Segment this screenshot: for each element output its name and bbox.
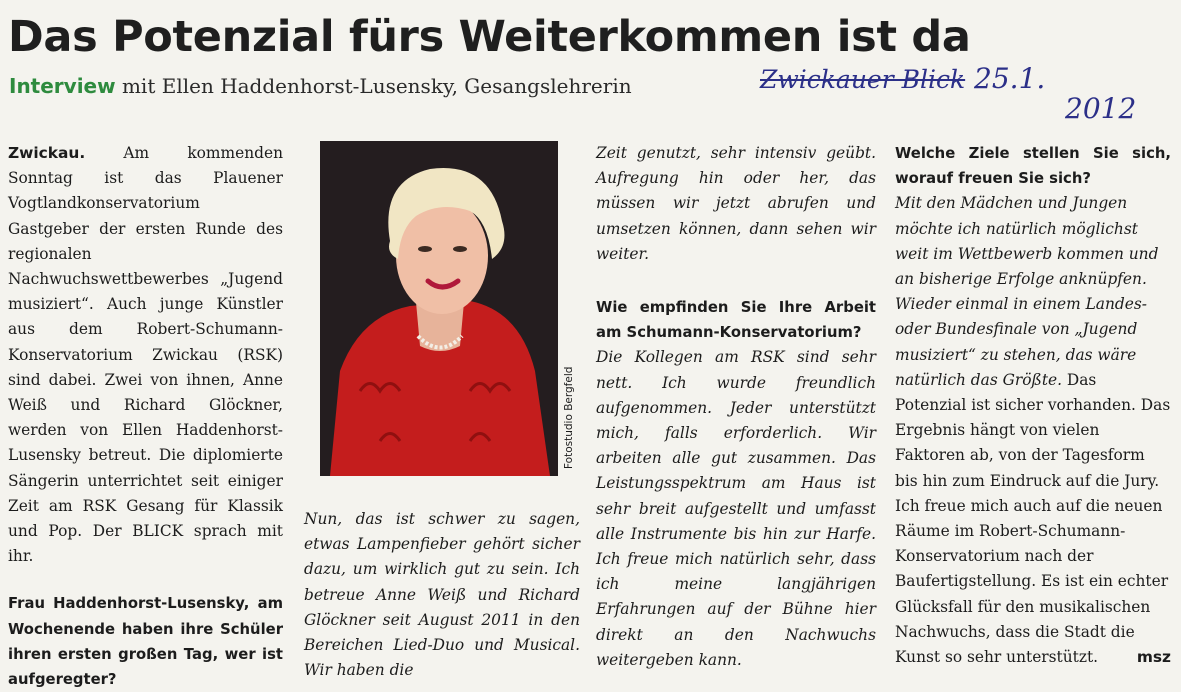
answer-3-continued: Das Potenzial ist sicher vorhanden. Das Ergebnis hängt von vielen Faktoren ab, von der Tagesform bis hin zum Eindruck auf die Jury. Ich freue mich auch auf die neuen Räume im Robert-Schumann-Konservatorium nach der Baufertigstellung. Es ist ein echter Glücksfall für den musikalischen Nachwuchs, dass die Stadt die Kunst so sehr unterstützt.: [895, 370, 1171, 667]
question-1: Frau Haddenhorst-Lusensky, am Wochenende haben ihre Schüler ihren ersten großen Tag, wer ist aufgeregter?: [8, 595, 283, 689]
headline: Das Potenzial fürs Weiterkommen ist da: [8, 12, 971, 62]
article-column-3: [596, 141, 876, 673]
author-byline: msz: [1136, 648, 1171, 667]
article-column-1: [8, 141, 283, 692]
subheadline-text: mit Ellen Haddenhorst-Lusensky, Gesangslehrerin: [115, 74, 632, 98]
portrait-photo: [320, 141, 558, 476]
handwritten-date: 25.1.: [974, 62, 1046, 95]
question-2: Wie empfinden Sie Ihre Arbeit am Schumann-Konservatorium?: [596, 299, 876, 342]
answer-1: Nun, das ist schwer zu sagen, etwas Lampenfieber gehört sicher dazu, um wirklich gut zu sein. Ich betreue Anne Weiß und Richard Glöckner seit August 2011 in den Bereichen Lied-Duo und Musical. Wir haben die: [304, 510, 580, 680]
intro-text: Am kommenden Sonntag ist das Plauener Vogtlandkonservatorium Gastgeber der ersten Runde des regionalen Nachwuchswettbewerbes „Jugend musiziert“. Auch junge Künstler aus dem Robert-Schumann-Konservatorium Zwickau (RSK) sind dabei. Zwei von ihnen, Anne Weiß und Richard Glöckner, werden von Ellen Haddenhorst-Lusensky betreut. Die diplomierte Sängerin unterrichtet seit einiger Zeit am RSK Gesang für Klassik und Pop. Der BLICK sprach mit ihr.: [8, 144, 283, 566]
article-column-4: [895, 141, 1171, 670]
answer-1-continued: Zeit genutzt, sehr intensiv geübt. Aufregung hin oder her, das müssen wir jetzt abrufen und umsetzen können, dann sehen wir weiter.: [596, 144, 876, 263]
question-3: Welche Ziele stellen Sie sich, worauf freuen Sie sich?: [895, 145, 1171, 188]
answer-2: Die Kollegen am RSK sind sehr nett. Ich wurde freundlich aufgenommen. Jeder unterstützt mich, falls erforderlich. Wir arbeiten alle gut zusammen. Das Leistungsspektrum am Haus ist sehr breit aufgestellt und umfasst alle Instrumente bis hin zur Harfe. Ich freue mich natürlich sehr, dass ich meine langjährigen Erfahrungen auf der Bühne hier direkt an den Nachwuchs weitergeben kann.: [596, 348, 876, 669]
handwritten-year: 2012: [1065, 92, 1137, 125]
handwritten-source-note: [760, 62, 1137, 125]
article-column-2: [304, 507, 580, 683]
interview-kicker: Interview: [9, 74, 116, 98]
dateline: Zwickau.: [8, 144, 86, 162]
handwritten-source: Zwickauer Blick: [760, 65, 966, 94]
subheadline: [9, 72, 632, 100]
answer-3: Mit den Mädchen und Jungen möchte ich natürlich möglichst weit im Wettbewerb kommen und an bisherige Erfolge anknüpfen. Wieder einmal in einem Landes- oder Bundesfinale von „Jugend musiziert“ zu stehen, das wäre natürlich das Größte.: [895, 194, 1159, 389]
photo-credit: Fotostudio Bergfeld: [563, 366, 575, 469]
intro-paragraph: [8, 141, 283, 569]
